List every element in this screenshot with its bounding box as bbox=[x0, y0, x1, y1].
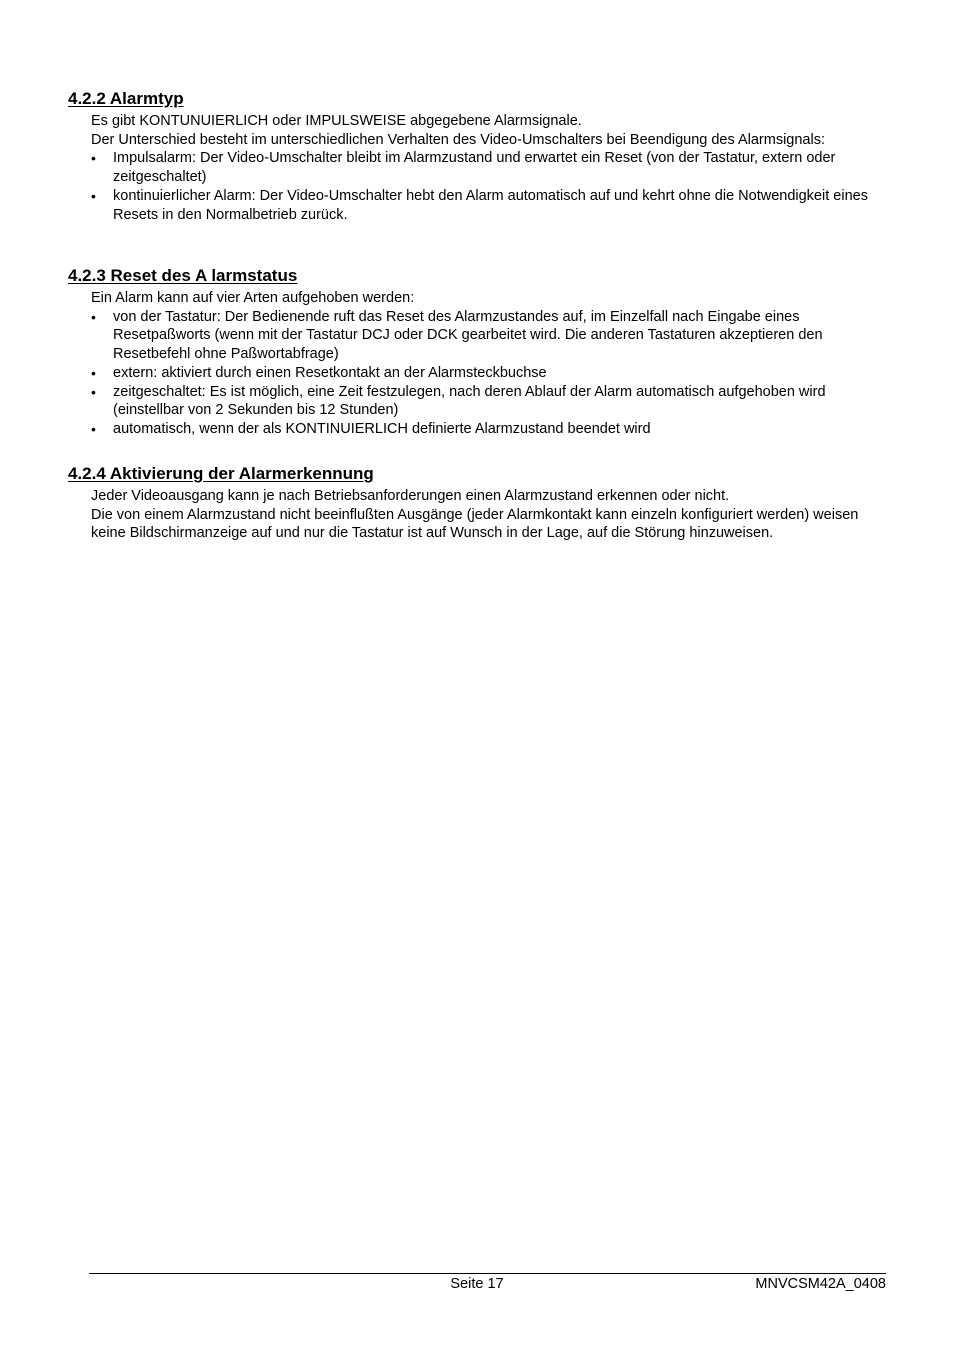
section-reset-alarmstatus bbox=[68, 266, 888, 439]
paragraph: Ein Alarm kann auf vier Arten aufgehoben werden: bbox=[91, 290, 415, 306]
list-item: • Impulsalarm: Der Video-Umschalter bleibt im Alarmzustand und erwartet ein Reset (von der Tastatur, extern oder zeitgeschaltet) bbox=[91, 149, 888, 186]
page-number: Seite 17 bbox=[450, 1276, 504, 1292]
document-id: MNVCSM42A_0408 bbox=[755, 1276, 886, 1292]
section-body bbox=[91, 112, 888, 224]
paragraph: Jeder Videoausgang kann je nach Betriebsanforderungen einen Alarmzustand erkennen oder nicht. bbox=[91, 488, 730, 504]
list-item: • von der Tastatur: Der Bedienende ruft das Reset des Alarmzustandes auf, im Einzelfall nach Eingabe eines Resetpaßworts (wenn mit der Tastatur DCJ oder DCK gearbeitet wird. Die anderen Tastaturen akzeptieren den Resetbefehl ohne Paßwortabfrage) bbox=[91, 308, 888, 364]
section-heading: 4.2.2 Alarmtyp bbox=[68, 89, 184, 108]
section-heading: 4.2.4 Aktivierung der Alarmerkennung bbox=[68, 464, 374, 483]
footer-divider bbox=[89, 1273, 886, 1274]
section-body bbox=[91, 289, 888, 439]
list-item: • automatisch, wenn der als KONTINUIERLICH definierte Alarmzustand beendet wird bbox=[91, 420, 888, 439]
paragraph: Die von einem Alarmzustand nicht beeinflußten Ausgänge (jeder Alarmkontakt kann einzeln konfiguriert werden) weisen keine Bildschirmanzeige auf und nur die Tastatur ist auf Wunsch in der Lage, auf die Störung hinzuweisen. bbox=[91, 506, 859, 542]
list-item: • extern: aktiviert durch einen Resetkontakt an der Alarmsteckbuchse bbox=[91, 364, 888, 383]
section-heading: 4.2.3 Reset des A larmstatus bbox=[68, 266, 298, 285]
paragraph: Es gibt KONTUNUIERLICH oder IMPULSWEISE abgegebene Alarmsignale. bbox=[91, 113, 582, 129]
list-item: • zeitgeschaltet: Es ist möglich, eine Zeit festzulegen, nach deren Ablauf der Alarm automatisch aufgehoben wird (einstellbar von 2 Sekunden bis 12 Stunden) bbox=[91, 383, 888, 420]
bullet-list bbox=[91, 308, 888, 439]
section-body bbox=[91, 487, 888, 543]
list-item: • kontinuierlicher Alarm: Der Video-Umschalter hebt den Alarm automatisch auf und kehrt ohne die Notwendigkeit eines Resets in den Normalbetrieb zurück. bbox=[91, 187, 888, 224]
section-alarmtyp bbox=[68, 89, 888, 224]
section-aktivierung-alarmerkennung bbox=[68, 464, 888, 543]
bullet-list bbox=[91, 149, 888, 224]
paragraph: Der Unterschied besteht im unterschiedlichen Verhalten des Video-Umschalters bei Beendigung des Alarmsignals: bbox=[91, 131, 825, 148]
